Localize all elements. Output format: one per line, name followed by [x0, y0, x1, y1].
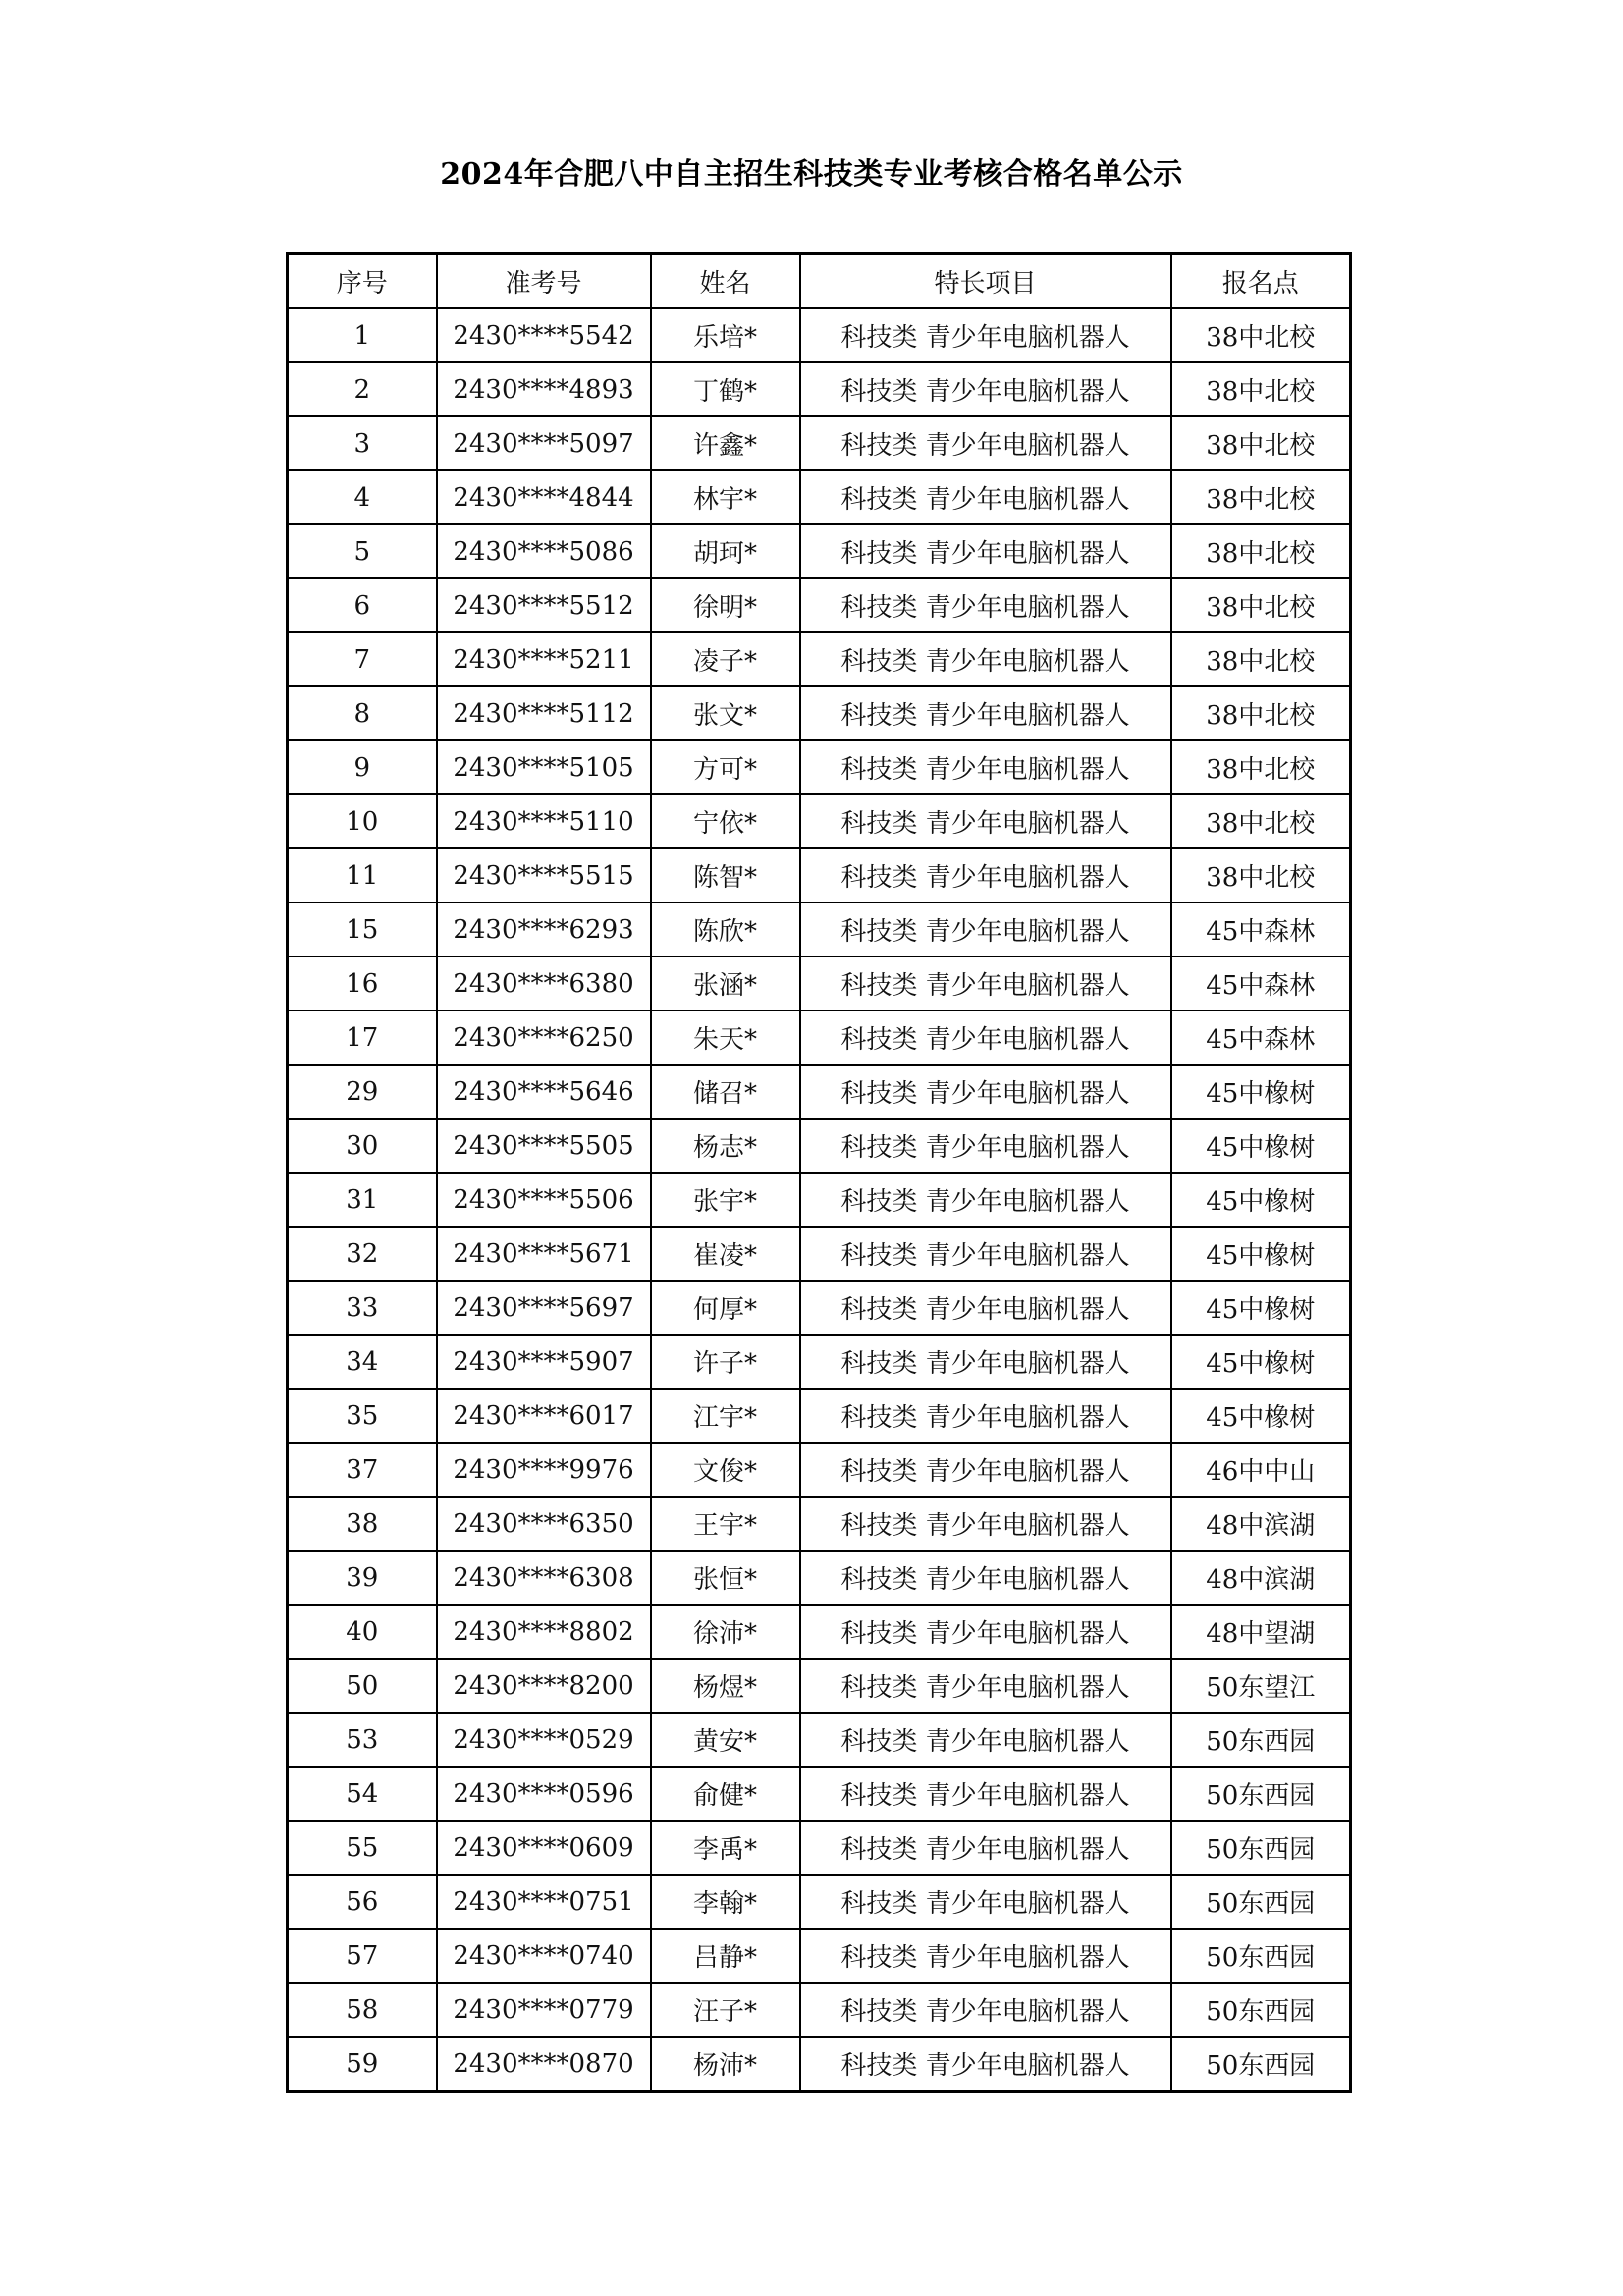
cell-talent: 科技类 青少年电脑机器人 — [800, 362, 1171, 416]
cell-registration-site: 45中橡树 — [1171, 1389, 1351, 1443]
table-row — [288, 1011, 1351, 1065]
cell-registration-site: 38中北校 — [1171, 740, 1351, 794]
cell-registration-site: 38中北校 — [1171, 794, 1351, 848]
cell-name: 乐培* — [651, 308, 800, 362]
cell-exam-id: 2430****8802 — [437, 1605, 651, 1659]
cell-talent: 科技类 青少年电脑机器人 — [800, 632, 1171, 686]
cell-talent: 科技类 青少年电脑机器人 — [800, 1659, 1171, 1713]
table-row — [288, 794, 1351, 848]
cell-name: 方可* — [651, 740, 800, 794]
cell-registration-site: 38中北校 — [1171, 632, 1351, 686]
cell-exam-id: 2430****5515 — [437, 848, 651, 902]
cell-serial-number: 3 — [288, 416, 437, 470]
cell-talent: 科技类 青少年电脑机器人 — [800, 578, 1171, 632]
table-body — [288, 308, 1351, 2092]
cell-serial-number: 7 — [288, 632, 437, 686]
cell-exam-id: 2430****5086 — [437, 524, 651, 578]
cell-exam-id: 2430****5506 — [437, 1173, 651, 1227]
cell-registration-site: 45中森林 — [1171, 1011, 1351, 1065]
cell-exam-id: 2430****4844 — [437, 470, 651, 524]
cell-registration-site: 45中橡树 — [1171, 1335, 1351, 1389]
cell-exam-id: 2430****6380 — [437, 957, 651, 1011]
cell-name: 徐明* — [651, 578, 800, 632]
table-row — [288, 632, 1351, 686]
cell-serial-number: 31 — [288, 1173, 437, 1227]
cell-talent: 科技类 青少年电脑机器人 — [800, 1983, 1171, 2037]
cell-serial-number: 11 — [288, 848, 437, 902]
cell-registration-site: 38中北校 — [1171, 416, 1351, 470]
cell-exam-id: 2430****5697 — [437, 1281, 651, 1335]
table-row — [288, 1983, 1351, 2037]
cell-serial-number: 59 — [288, 2037, 437, 2092]
cell-serial-number: 10 — [288, 794, 437, 848]
cell-name: 徐沛* — [651, 1605, 800, 1659]
cell-name: 宁依* — [651, 794, 800, 848]
table-row — [288, 524, 1351, 578]
cell-exam-id: 2430****5542 — [437, 308, 651, 362]
cell-exam-id: 2430****5112 — [437, 686, 651, 740]
cell-name: 吕静* — [651, 1929, 800, 1983]
cell-name: 陈欣* — [651, 902, 800, 957]
cell-serial-number: 37 — [288, 1443, 437, 1497]
cell-exam-id: 2430****6017 — [437, 1389, 651, 1443]
cell-serial-number: 55 — [288, 1821, 437, 1875]
cell-registration-site: 48中望湖 — [1171, 1605, 1351, 1659]
cell-registration-site: 38中北校 — [1171, 308, 1351, 362]
table-row — [288, 578, 1351, 632]
cell-name: 凌子* — [651, 632, 800, 686]
cell-registration-site: 45中森林 — [1171, 957, 1351, 1011]
header-talent: 特长项目 — [800, 254, 1171, 309]
cell-serial-number: 16 — [288, 957, 437, 1011]
cell-registration-site: 50东西园 — [1171, 1929, 1351, 1983]
table-row — [288, 1875, 1351, 1929]
cell-exam-id: 2430****6250 — [437, 1011, 651, 1065]
cell-talent: 科技类 青少年电脑机器人 — [800, 1065, 1171, 1119]
table-row — [288, 2037, 1351, 2092]
cell-name: 胡珂* — [651, 524, 800, 578]
cell-talent: 科技类 青少年电脑机器人 — [800, 740, 1171, 794]
cell-talent: 科技类 青少年电脑机器人 — [800, 1281, 1171, 1335]
header-exam-id: 准考号 — [437, 254, 651, 309]
cell-registration-site: 45中森林 — [1171, 902, 1351, 957]
cell-name: 黄安* — [651, 1713, 800, 1767]
cell-serial-number: 39 — [288, 1551, 437, 1605]
cell-serial-number: 56 — [288, 1875, 437, 1929]
cell-registration-site: 38中北校 — [1171, 578, 1351, 632]
cell-talent: 科技类 青少年电脑机器人 — [800, 1821, 1171, 1875]
cell-name: 陈智* — [651, 848, 800, 902]
cell-registration-site: 45中橡树 — [1171, 1065, 1351, 1119]
cell-talent: 科技类 青少年电脑机器人 — [800, 848, 1171, 902]
table-row — [288, 1659, 1351, 1713]
cell-serial-number: 1 — [288, 308, 437, 362]
table-row — [288, 902, 1351, 957]
cell-registration-site: 38中北校 — [1171, 686, 1351, 740]
table-row — [288, 740, 1351, 794]
cell-talent: 科技类 青少年电脑机器人 — [800, 1497, 1171, 1551]
cell-exam-id: 2430****6308 — [437, 1551, 651, 1605]
table-row — [288, 1767, 1351, 1821]
cell-serial-number: 2 — [288, 362, 437, 416]
cell-serial-number: 34 — [288, 1335, 437, 1389]
qualified-list-table — [286, 252, 1352, 2093]
cell-talent: 科技类 青少年电脑机器人 — [800, 416, 1171, 470]
cell-name: 张恒* — [651, 1551, 800, 1605]
cell-name: 王宇* — [651, 1497, 800, 1551]
cell-talent: 科技类 青少年电脑机器人 — [800, 686, 1171, 740]
cell-exam-id: 2430****5211 — [437, 632, 651, 686]
cell-exam-id: 2430****5646 — [437, 1065, 651, 1119]
cell-serial-number: 35 — [288, 1389, 437, 1443]
cell-exam-id: 2430****0609 — [437, 1821, 651, 1875]
header-serial-number: 序号 — [288, 254, 437, 309]
table-row — [288, 362, 1351, 416]
cell-serial-number: 32 — [288, 1227, 437, 1281]
cell-registration-site: 50东西园 — [1171, 1821, 1351, 1875]
cell-talent: 科技类 青少年电脑机器人 — [800, 1389, 1171, 1443]
cell-serial-number: 58 — [288, 1983, 437, 2037]
cell-name: 张文* — [651, 686, 800, 740]
header-name: 姓名 — [651, 254, 800, 309]
cell-serial-number: 9 — [288, 740, 437, 794]
cell-serial-number: 29 — [288, 1065, 437, 1119]
cell-exam-id: 2430****5097 — [437, 416, 651, 470]
cell-talent: 科技类 青少年电脑机器人 — [800, 1119, 1171, 1173]
cell-name: 许鑫* — [651, 416, 800, 470]
table-row — [288, 1065, 1351, 1119]
cell-name: 杨志* — [651, 1119, 800, 1173]
cell-talent: 科技类 青少年电脑机器人 — [800, 1605, 1171, 1659]
cell-talent: 科技类 青少年电脑机器人 — [800, 1767, 1171, 1821]
cell-serial-number: 6 — [288, 578, 437, 632]
cell-serial-number: 15 — [288, 902, 437, 957]
cell-name: 李翰* — [651, 1875, 800, 1929]
cell-registration-site: 50东西园 — [1171, 2037, 1351, 2092]
cell-registration-site: 38中北校 — [1171, 470, 1351, 524]
table-row — [288, 848, 1351, 902]
table-row — [288, 957, 1351, 1011]
cell-name: 何厚* — [651, 1281, 800, 1335]
cell-exam-id: 2430****5907 — [437, 1335, 651, 1389]
cell-talent: 科技类 青少年电脑机器人 — [800, 794, 1171, 848]
cell-registration-site: 45中橡树 — [1171, 1119, 1351, 1173]
cell-name: 崔凌* — [651, 1227, 800, 1281]
cell-exam-id: 2430****5505 — [437, 1119, 651, 1173]
table-row — [288, 1497, 1351, 1551]
cell-serial-number: 53 — [288, 1713, 437, 1767]
cell-exam-id: 2430****9976 — [437, 1443, 651, 1497]
cell-name: 俞健* — [651, 1767, 800, 1821]
cell-registration-site: 46中中山 — [1171, 1443, 1351, 1497]
cell-talent: 科技类 青少年电脑机器人 — [800, 1929, 1171, 1983]
cell-serial-number: 40 — [288, 1605, 437, 1659]
cell-name: 丁鹤* — [651, 362, 800, 416]
cell-registration-site: 38中北校 — [1171, 362, 1351, 416]
cell-registration-site: 48中滨湖 — [1171, 1497, 1351, 1551]
cell-name: 李禹* — [651, 1821, 800, 1875]
cell-registration-site: 50东西园 — [1171, 1983, 1351, 2037]
cell-exam-id: 2430****0740 — [437, 1929, 651, 1983]
cell-exam-id: 2430****0529 — [437, 1713, 651, 1767]
cell-talent: 科技类 青少年电脑机器人 — [800, 1335, 1171, 1389]
table-row — [288, 416, 1351, 470]
table-row — [288, 1281, 1351, 1335]
cell-name: 张宇* — [651, 1173, 800, 1227]
cell-registration-site: 38中北校 — [1171, 848, 1351, 902]
cell-registration-site: 48中滨湖 — [1171, 1551, 1351, 1605]
cell-serial-number: 38 — [288, 1497, 437, 1551]
cell-name: 杨沛* — [651, 2037, 800, 2092]
cell-talent: 科技类 青少年电脑机器人 — [800, 1011, 1171, 1065]
table-row — [288, 1227, 1351, 1281]
cell-talent: 科技类 青少年电脑机器人 — [800, 1173, 1171, 1227]
header-registration-site: 报名点 — [1171, 254, 1351, 309]
cell-name: 江宇* — [651, 1389, 800, 1443]
cell-name: 许子* — [651, 1335, 800, 1389]
cell-registration-site: 50东西园 — [1171, 1713, 1351, 1767]
cell-talent: 科技类 青少年电脑机器人 — [800, 902, 1171, 957]
cell-talent: 科技类 青少年电脑机器人 — [800, 1227, 1171, 1281]
cell-registration-site: 50东西园 — [1171, 1767, 1351, 1821]
cell-talent: 科技类 青少年电脑机器人 — [800, 1713, 1171, 1767]
cell-registration-site: 45中橡树 — [1171, 1173, 1351, 1227]
table-header-row — [288, 254, 1351, 309]
cell-name: 张涵* — [651, 957, 800, 1011]
table-row — [288, 1389, 1351, 1443]
cell-name: 文俊* — [651, 1443, 800, 1497]
cell-talent: 科技类 青少年电脑机器人 — [800, 1551, 1171, 1605]
cell-name: 朱天* — [651, 1011, 800, 1065]
cell-exam-id: 2430****0870 — [437, 2037, 651, 2092]
cell-serial-number: 33 — [288, 1281, 437, 1335]
cell-exam-id: 2430****8200 — [437, 1659, 651, 1713]
cell-registration-site: 50东望江 — [1171, 1659, 1351, 1713]
cell-name: 林宇* — [651, 470, 800, 524]
table-row — [288, 1119, 1351, 1173]
table-row — [288, 1821, 1351, 1875]
cell-exam-id: 2430****4893 — [437, 362, 651, 416]
table-row — [288, 308, 1351, 362]
cell-talent: 科技类 青少年电脑机器人 — [800, 470, 1171, 524]
cell-exam-id: 2430****5512 — [437, 578, 651, 632]
cell-exam-id: 2430****5105 — [437, 740, 651, 794]
cell-registration-site: 38中北校 — [1171, 524, 1351, 578]
cell-exam-id: 2430****6293 — [437, 902, 651, 957]
cell-exam-id: 2430****6350 — [437, 1497, 651, 1551]
table-row — [288, 1551, 1351, 1605]
cell-registration-site: 45中橡树 — [1171, 1227, 1351, 1281]
cell-talent: 科技类 青少年电脑机器人 — [800, 1443, 1171, 1497]
cell-name: 杨煜* — [651, 1659, 800, 1713]
table-row — [288, 1173, 1351, 1227]
cell-talent: 科技类 青少年电脑机器人 — [800, 1875, 1171, 1929]
cell-registration-site: 50东西园 — [1171, 1875, 1351, 1929]
cell-serial-number: 54 — [288, 1767, 437, 1821]
cell-talent: 科技类 青少年电脑机器人 — [800, 524, 1171, 578]
table-row — [288, 1443, 1351, 1497]
cell-exam-id: 2430****0596 — [437, 1767, 651, 1821]
cell-registration-site: 45中橡树 — [1171, 1281, 1351, 1335]
cell-serial-number: 30 — [288, 1119, 437, 1173]
cell-name: 汪子* — [651, 1983, 800, 2037]
cell-exam-id: 2430****5110 — [437, 794, 651, 848]
document-title: 2024年合肥八中自主招生科技类专业考核合格名单公示 — [440, 157, 1183, 191]
cell-talent: 科技类 青少年电脑机器人 — [800, 957, 1171, 1011]
table-row — [288, 686, 1351, 740]
cell-talent: 科技类 青少年电脑机器人 — [800, 2037, 1171, 2092]
table-row — [288, 1929, 1351, 1983]
cell-talent: 科技类 青少年电脑机器人 — [800, 308, 1171, 362]
cell-serial-number: 5 — [288, 524, 437, 578]
cell-exam-id: 2430****0779 — [437, 1983, 651, 2037]
table-row — [288, 1335, 1351, 1389]
table-row — [288, 1713, 1351, 1767]
cell-exam-id: 2430****5671 — [437, 1227, 651, 1281]
cell-serial-number: 8 — [288, 686, 437, 740]
table-row — [288, 470, 1351, 524]
cell-serial-number: 17 — [288, 1011, 437, 1065]
cell-serial-number: 4 — [288, 470, 437, 524]
cell-name: 储召* — [651, 1065, 800, 1119]
cell-serial-number: 50 — [288, 1659, 437, 1713]
table-row — [288, 1605, 1351, 1659]
cell-exam-id: 2430****0751 — [437, 1875, 651, 1929]
cell-serial-number: 57 — [288, 1929, 437, 1983]
